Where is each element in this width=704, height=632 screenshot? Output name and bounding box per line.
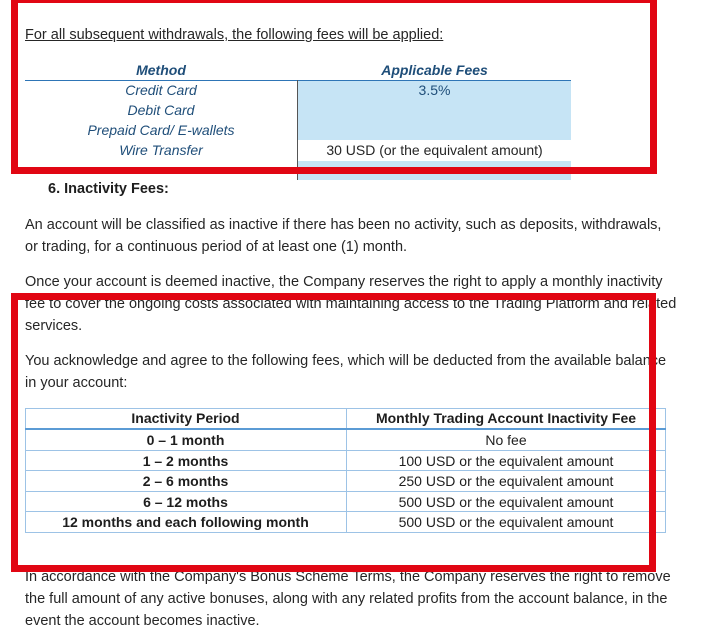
text-line: in your account: [25,375,128,391]
applicable-fees-header: Applicable Fees [381,62,488,78]
text-line: event the account becomes inactive. [25,613,260,629]
text-line: Once your account is deemed inactive, the Company reserves the right to apply a monthly inactivity [25,274,663,290]
fee-credit-card: 3.5% [418,82,451,98]
text-line: In accordance with the Company's Bonus Scheme Terms, the Company reserves the right to remove [25,569,671,585]
fee-cell: 500 USD or the equivalent amount [398,514,614,530]
paragraph-bonus [25,566,685,632]
inactivity-fee-header: Monthly Trading Account Inactivity Fee [375,410,637,426]
text-line: You acknowledge and agree to the following fees, which will be deducted from the available balance [25,353,667,369]
method-prepaid: Prepaid Card/ E-wallets [87,122,235,138]
inactivity-period-header: Inactivity Period [131,410,240,426]
fee-cell: 100 USD or the equivalent amount [398,453,614,469]
text-line: or trading, for a continuous period of at least one (1) month. [25,239,408,255]
method-credit-card: Credit Card [125,82,197,98]
period-cell: 6 – 12 moths [143,494,228,510]
section-heading: 6. Inactivity Fees: [48,181,169,197]
period-cell: 1 – 2 months [142,453,229,469]
fees-intro: For all subsequent withdrawals, the following fees will be applied: [25,27,444,43]
text-line: An account will be classified as inactive if there has been no activity, such as deposits, withdrawals, [25,217,662,233]
period-cell: 0 – 1 month [146,432,225,448]
fee-cell: No fee [485,432,527,448]
paragraph-inactive-definition [25,214,685,258]
highlight-box-top [11,0,657,174]
text-line: fee to cover the ongoing costs associated with maintaining access to the Trading Platform and related [25,296,677,312]
text-line: services. [25,318,83,334]
period-cell: 12 months and each following month [62,514,309,530]
highlight-box-bottom [11,293,656,572]
period-cell: 2 – 6 months [142,473,229,489]
method-header: Method [136,62,186,78]
fee-cell: 500 USD or the equivalent amount [398,494,614,510]
method-wire-transfer: Wire Transfer [119,142,203,158]
fee-cell: 250 USD or the equivalent amount [398,473,614,489]
fee-wire-transfer: 30 USD (or the equivalent amount) [326,142,543,158]
method-debit-card: Debit Card [127,102,195,118]
text-line: the full amount of any active bonuses, along with any related profits from the account balance, in the [25,591,668,607]
